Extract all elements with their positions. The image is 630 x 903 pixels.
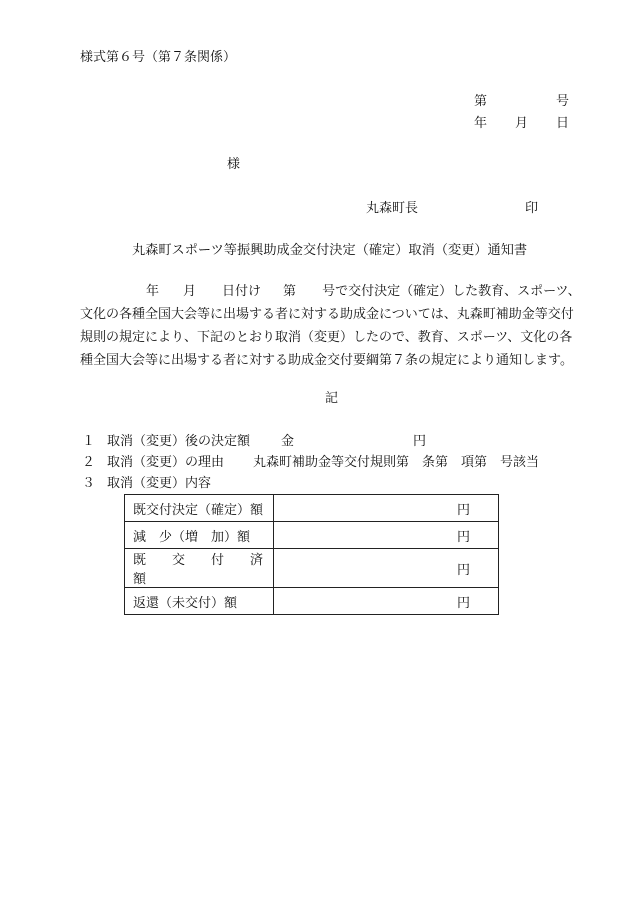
- date-year-label: 年: [474, 116, 488, 131]
- table-row: [125, 588, 499, 615]
- body-line-2: 文化の各種全国大会等に出場する者に対する助成金については、丸森町補助金等交付: [80, 307, 574, 322]
- row-label-change-amount: 減 少（増 加）額: [125, 522, 274, 549]
- row-value-previous-amount: [274, 495, 499, 522]
- addressee-honorific: 様: [227, 157, 241, 172]
- row-value-refund-amount: [274, 588, 499, 615]
- item-1-number: １: [82, 434, 96, 449]
- yen-unit: 円: [456, 502, 470, 518]
- row-label-refund-amount: 返還（未交付）額: [125, 588, 274, 615]
- table-row: [125, 522, 499, 549]
- item-2-number: ２: [82, 455, 96, 470]
- body-line-3: 規則の規定により、下記のとおり取消（変更）したので、教育、スポーツ、文化の各: [80, 330, 573, 345]
- table-row: [125, 549, 499, 588]
- item-3-number: ３: [82, 476, 96, 491]
- body-line-1: [80, 280, 580, 303]
- body-line-4: 種全国大会等に出場する者に対する助成金交付要綱第７条の規定により通知します。: [80, 353, 573, 368]
- ki-heading: 記: [325, 391, 339, 406]
- row-label-paid-amount: 既 交 付 済 額: [125, 549, 274, 588]
- row-value-paid-amount: [274, 549, 499, 588]
- yen-unit: 円: [456, 562, 470, 578]
- row-value-change-amount: [274, 522, 499, 549]
- form-number: 様式第６号（第７条関係）: [80, 50, 237, 65]
- seal-mark: 印: [525, 201, 539, 216]
- document-title: 丸森町スポーツ等振興助成金交付決定（確定）取消（変更）通知書: [132, 243, 528, 258]
- row-label-previous-amount: 既交付決定（確定）額: [125, 495, 274, 522]
- body-line-1-rest: 号で交付決定（確定）した教育、スポーツ、: [322, 284, 581, 299]
- body-month-label: 月: [183, 284, 197, 299]
- document-number-prefix: 第: [474, 94, 488, 109]
- item-2-detail: 丸森町補助金等交付規則第 条第 項第 号該当: [253, 455, 540, 470]
- item-2-label: 取消（変更）の理由: [107, 455, 225, 470]
- body-day-label: 日付け: [222, 284, 262, 299]
- yen-unit: 円: [456, 529, 470, 545]
- notice-body: [80, 280, 580, 372]
- item-1-label: 取消（変更）後の決定額: [107, 434, 251, 449]
- item-1-yen: 円: [413, 434, 427, 449]
- amount-table: [124, 494, 499, 615]
- date-month-label: 月: [515, 116, 529, 131]
- date-day-label: 日: [556, 116, 570, 131]
- document-number-suffix: 号: [556, 94, 570, 109]
- item-1-kin: 金: [281, 434, 295, 449]
- body-number-prefix: 第: [283, 284, 297, 299]
- sender-name: 丸森町長: [366, 201, 419, 216]
- body-year-label: 年: [146, 284, 160, 299]
- yen-unit: 円: [456, 595, 470, 611]
- table-row: [125, 495, 499, 522]
- item-3-label: 取消（変更）内容: [107, 476, 212, 491]
